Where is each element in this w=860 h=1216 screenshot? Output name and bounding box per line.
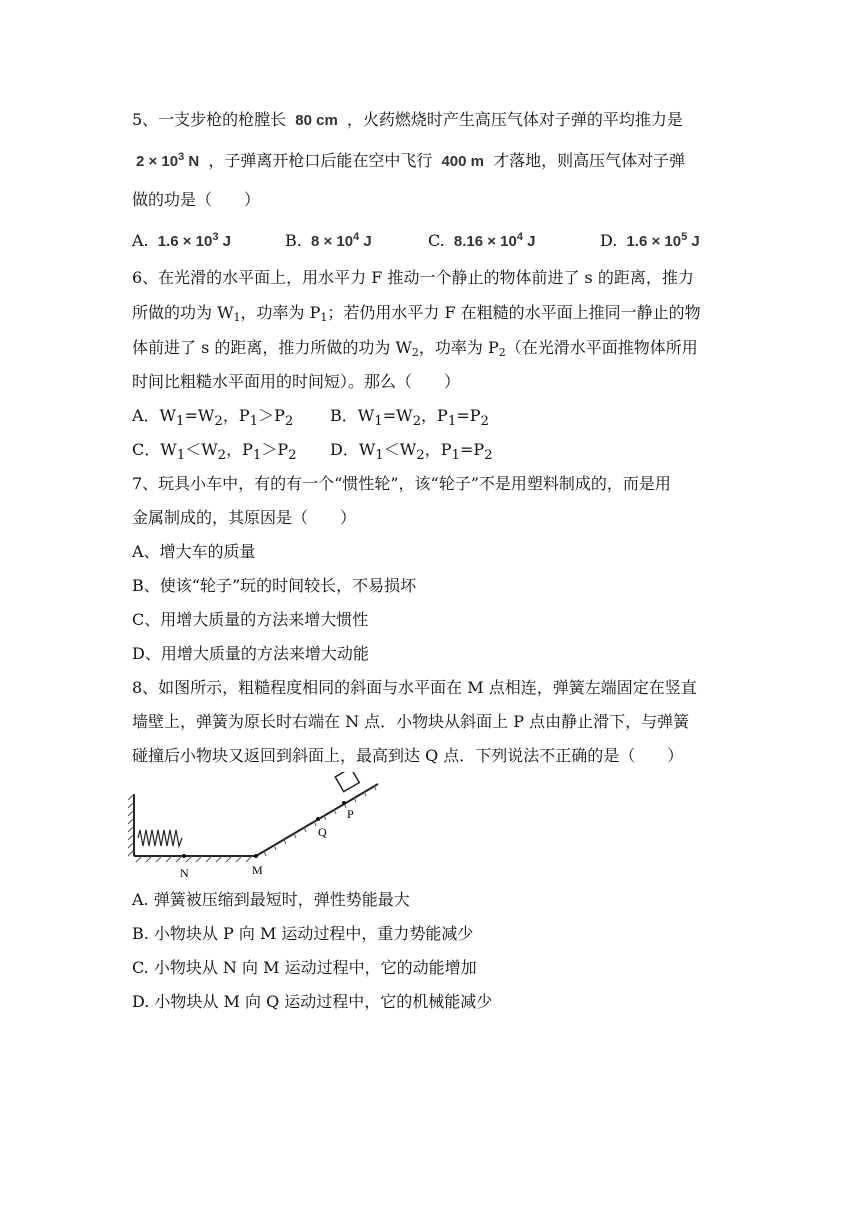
subscript: 1	[320, 311, 328, 324]
q6-line3	[132, 338, 698, 358]
q6-text: 所做的功为 W	[132, 303, 234, 322]
option-value	[450, 232, 540, 252]
point-q	[316, 817, 320, 821]
q7-option-d: D、用增大质量的方法来增大动能	[132, 644, 369, 663]
value-base: 1.6 × 10	[157, 233, 213, 250]
label-n: N	[180, 866, 189, 880]
subscript: 2	[498, 346, 506, 359]
q6-text: 体前进了 s 的距离，推力所做的功为 W	[132, 338, 412, 357]
subscript: 1	[233, 311, 241, 324]
subscript: 2	[411, 346, 419, 359]
q5-text: 做的功是（ ）	[132, 190, 261, 209]
q5-text: ，火药燃烧时产生高压气体对子弹的平均推力是	[346, 110, 683, 129]
q5-option-b	[285, 231, 376, 252]
q6-text: ，功率为 P	[240, 303, 321, 322]
q6-text: 6、在光滑的水平面上，用水平力 F 推动一个静止的物体前进了 s 的距离，推力	[132, 268, 694, 287]
q5-line1	[132, 110, 683, 131]
q6-option-a: A．$W_1=W_2$，$P_1>P_2$	[132, 406, 294, 430]
q6-line2	[132, 303, 701, 323]
force-base: 2 × 10	[136, 153, 179, 170]
q8-line2: 墙壁上，弹簧为原长时右端在 N 点．小物块从斜面上 P 点由静止滑下，与弹簧	[132, 712, 690, 731]
force-exp: 3	[178, 151, 185, 163]
q8-line3: 碰撞后小物块又返回到斜面上，最高到达 Q 点．下列说法不正确的是（ ）	[132, 746, 684, 765]
value-unit: J	[222, 233, 232, 250]
value-exp: 5	[681, 231, 688, 243]
q5-line3	[132, 190, 260, 210]
q6-option-b: B．$W_1=W_2$，$P_1=P_2$	[330, 406, 489, 430]
q7-option-c: C、用增大质量的方法来增大惯性	[132, 610, 369, 629]
q5-line2	[132, 151, 685, 172]
label-p: P	[347, 807, 354, 821]
q6-option-d: D．$W_1<W_2$，$P_1=P_2$	[330, 440, 493, 464]
value-base: 8 × 10	[310, 233, 354, 250]
q6-text: ，功率为 P	[418, 338, 499, 357]
force-value	[132, 152, 203, 172]
point-n	[182, 854, 186, 858]
q5-option-d	[600, 231, 704, 252]
q8-line1: 8、如图所示，粗糙程度相同的斜面与水平面在 M 点相连，弹簧左端固定在竖直	[132, 678, 697, 697]
q6-text: 时间比粗糙水平面用的时间短）。那么（ ）	[132, 372, 461, 391]
q5-text: 5、一支步枪的枪膛长	[132, 110, 287, 129]
option-label: C.	[428, 231, 445, 250]
option-value	[622, 232, 703, 252]
q6-text: ；若仍用水平力 F 在粗糙的水平面上推同一静止的物	[327, 303, 701, 322]
value-unit: J	[527, 233, 536, 250]
barrel-length-value: 80 cm	[295, 112, 338, 129]
value-unit: J	[691, 233, 700, 250]
point-m	[254, 854, 258, 858]
spring	[138, 830, 182, 846]
value-exp: 4	[516, 231, 523, 243]
q5-option-a	[132, 231, 235, 252]
option-label: D.	[600, 231, 618, 250]
option-value	[154, 232, 235, 252]
value-exp: 3	[212, 231, 219, 243]
option-label: A.	[132, 231, 149, 250]
q6-line1	[132, 268, 694, 288]
q7-option-b: B、使该“轮子”玩的时间较长，不易损坏	[132, 576, 417, 595]
label-m: M	[252, 863, 263, 877]
incline-spring-figure	[128, 772, 398, 882]
block	[335, 772, 359, 792]
q7-option-a: A、增大车的质量	[132, 542, 256, 561]
q8-option-d: D. 小物块从 M 向 Q 运动过程中，它的机械能减少	[132, 992, 493, 1011]
option-value	[307, 232, 376, 252]
q6-text: （在光滑水平面推物体所用	[505, 338, 698, 357]
q7-line1: 7、玩具小车中，有的有一个“惯性轮”，该“轮子”不是用塑料制成的，而是用	[132, 474, 671, 493]
value-base: 1.6 × 10	[626, 233, 682, 250]
q5-text: 才落地，则高压气体对子弹	[493, 151, 686, 170]
value-base: 8.16 × 10	[453, 233, 517, 250]
q8-option-b: B. 小物块从 P 向 M 运动过程中，重力势能减少	[132, 924, 474, 943]
option-label: B.	[285, 231, 302, 250]
point-p	[342, 801, 346, 805]
q5-option-c	[428, 231, 539, 252]
distance-value: 400 m	[441, 153, 485, 170]
q6-line4	[132, 372, 460, 392]
q5-text: ，子弹离开枪口后能在空中飞行	[208, 151, 433, 170]
label-q: Q	[318, 825, 327, 839]
value-unit: J	[363, 233, 372, 250]
q7-line2: 金属制成的，其原因是（ ）	[132, 508, 357, 527]
value-exp: 4	[353, 231, 360, 243]
q6-option-c: C．$W_1<W_2$，$P_1>P_2$	[132, 440, 297, 464]
q8-option-c: C. 小物块从 N 向 M 运动过程中，它的动能增加	[132, 958, 477, 977]
q8-option-a: A. 弹簧被压缩到最短时，弹性势能最大	[132, 890, 410, 909]
force-unit: N	[188, 153, 200, 170]
